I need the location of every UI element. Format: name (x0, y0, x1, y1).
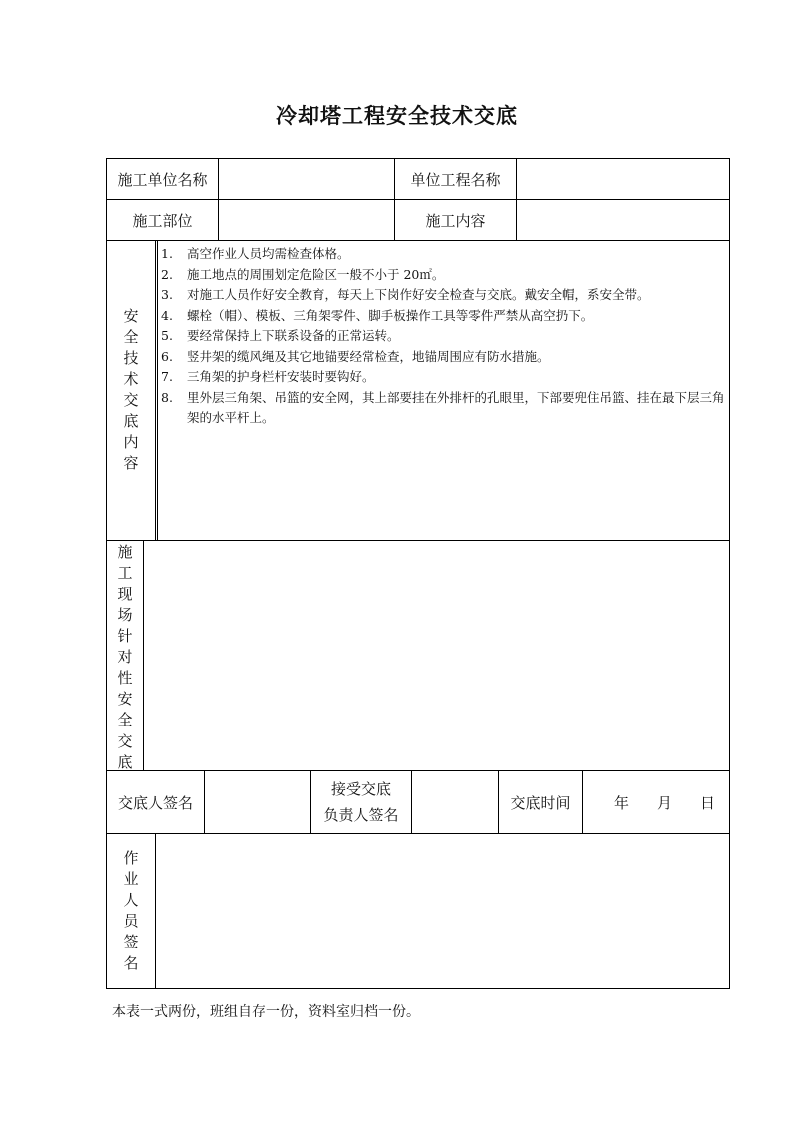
time-label: 交底时间 (510, 793, 571, 812)
day-label: 日 (699, 793, 715, 812)
rule-row2 (106, 240, 730, 241)
item-text: 高空作业人员均需检查体格。 (187, 246, 350, 261)
site-label-char: 交 (117, 732, 133, 750)
workers-label-char: 员 (123, 912, 139, 930)
item-number: 2. (161, 266, 173, 282)
list-item (161, 367, 727, 388)
site-label (107, 542, 143, 773)
item-text: 竖井架的缆风绳及其它地锚要经常检查，地锚周围应有防水措施。 (187, 348, 550, 364)
rule-right (729, 158, 730, 989)
list-item (161, 285, 727, 306)
content-field[interactable] (517, 200, 729, 240)
workers-label-char: 签 (123, 933, 139, 951)
unit-name-field[interactable] (219, 159, 394, 199)
receiver-label-line2: 负责人签名 (323, 806, 399, 824)
rule-bottom (106, 988, 730, 989)
content-label: 施工内容 (425, 211, 486, 230)
site-label-char: 施 (117, 543, 133, 561)
item-text: 对施工人员作好安全教育，每天上下岗作好安全检查与交底。戴安全帽，系安全带。 (187, 287, 650, 302)
tech-label-char: 容 (123, 454, 139, 472)
item-text: 三角架的护身栏杆安装时要钩好。 (187, 369, 375, 384)
item-text: 里外层三角架、吊篮的安全网，其上部要挂在外排杆的孔眼里，下部要兜住吊篮、挂在最下层三角架的水平杆上。 (187, 389, 725, 425)
tech-items-list (161, 244, 727, 429)
list-item (161, 326, 727, 347)
tech-label-char: 全 (123, 328, 139, 346)
tech-label-char: 底 (123, 412, 139, 430)
item-number: 5. (161, 328, 173, 343)
list-item (161, 347, 727, 368)
tech-label (107, 306, 155, 474)
tech-label-char: 技 (123, 349, 139, 367)
item-number: 4. (161, 307, 173, 323)
list-item (161, 388, 727, 429)
receiver-signature-field[interactable] (412, 771, 498, 833)
date-field[interactable] (582, 771, 729, 833)
part-field[interactable] (219, 200, 394, 240)
item-number: 3. (161, 287, 173, 302)
item-text: 施工地点的周围划定危险区一般不小于 20㎡。 (187, 266, 445, 282)
item-number: 1. (161, 246, 173, 261)
rule-tech-col (155, 240, 156, 541)
list-item (161, 306, 727, 327)
item-number: 7. (161, 369, 173, 384)
receiver-label-line1: 接受交底 (330, 780, 391, 798)
site-label-char: 性 (117, 669, 133, 687)
tech-label-char: 交 (123, 391, 139, 409)
site-label-char: 底 (117, 753, 133, 771)
tech-label-char: 术 (123, 370, 139, 388)
site-label-char: 场 (117, 606, 133, 624)
workers-label-char: 业 (123, 870, 139, 888)
item-number: 8. (161, 389, 173, 405)
month-label: 月 (656, 793, 672, 812)
site-label-char: 安 (117, 690, 133, 708)
year-label: 年 (613, 793, 629, 812)
workers-label-char: 名 (123, 954, 139, 972)
document-title: 冷却塔工程安全技术交底 (276, 103, 518, 128)
workers-label-char: 作 (123, 849, 139, 867)
discloser-signature-field[interactable] (205, 771, 310, 833)
part-label: 施工部位 (132, 211, 193, 230)
footer-note: 本表一式两份，班组自存一份，资料室归档一份。 (112, 1004, 420, 1020)
site-label-char: 工 (117, 564, 133, 582)
site-label-char: 针 (117, 627, 133, 645)
receiver-label (311, 771, 411, 833)
list-item (161, 265, 727, 286)
workers-label (107, 848, 155, 974)
workers-label-char: 人 (123, 891, 139, 909)
unit-name-label: 施工单位名称 (117, 170, 208, 189)
workers-signature-field[interactable] (156, 834, 729, 988)
site-label-char: 现 (117, 585, 133, 603)
item-number: 6. (161, 348, 173, 364)
rule-tech-inner (157, 240, 158, 541)
item-text: 螺栓（帽）、模板、三角架零件、脚手板操作工具等零件严禁从高空扔下。 (187, 307, 594, 323)
item-text: 要经常保持上下联系设备的正常运转。 (187, 328, 400, 343)
project-name-label: 单位工程名称 (410, 170, 501, 189)
tech-label-char: 安 (123, 307, 139, 325)
project-name-field[interactable] (517, 159, 729, 199)
site-content-field[interactable] (144, 541, 729, 770)
site-label-char: 对 (117, 648, 133, 666)
site-label-char: 全 (117, 711, 133, 729)
list-item (161, 244, 727, 265)
discloser-label: 交底人签名 (117, 793, 193, 812)
tech-label-char: 内 (123, 433, 139, 451)
